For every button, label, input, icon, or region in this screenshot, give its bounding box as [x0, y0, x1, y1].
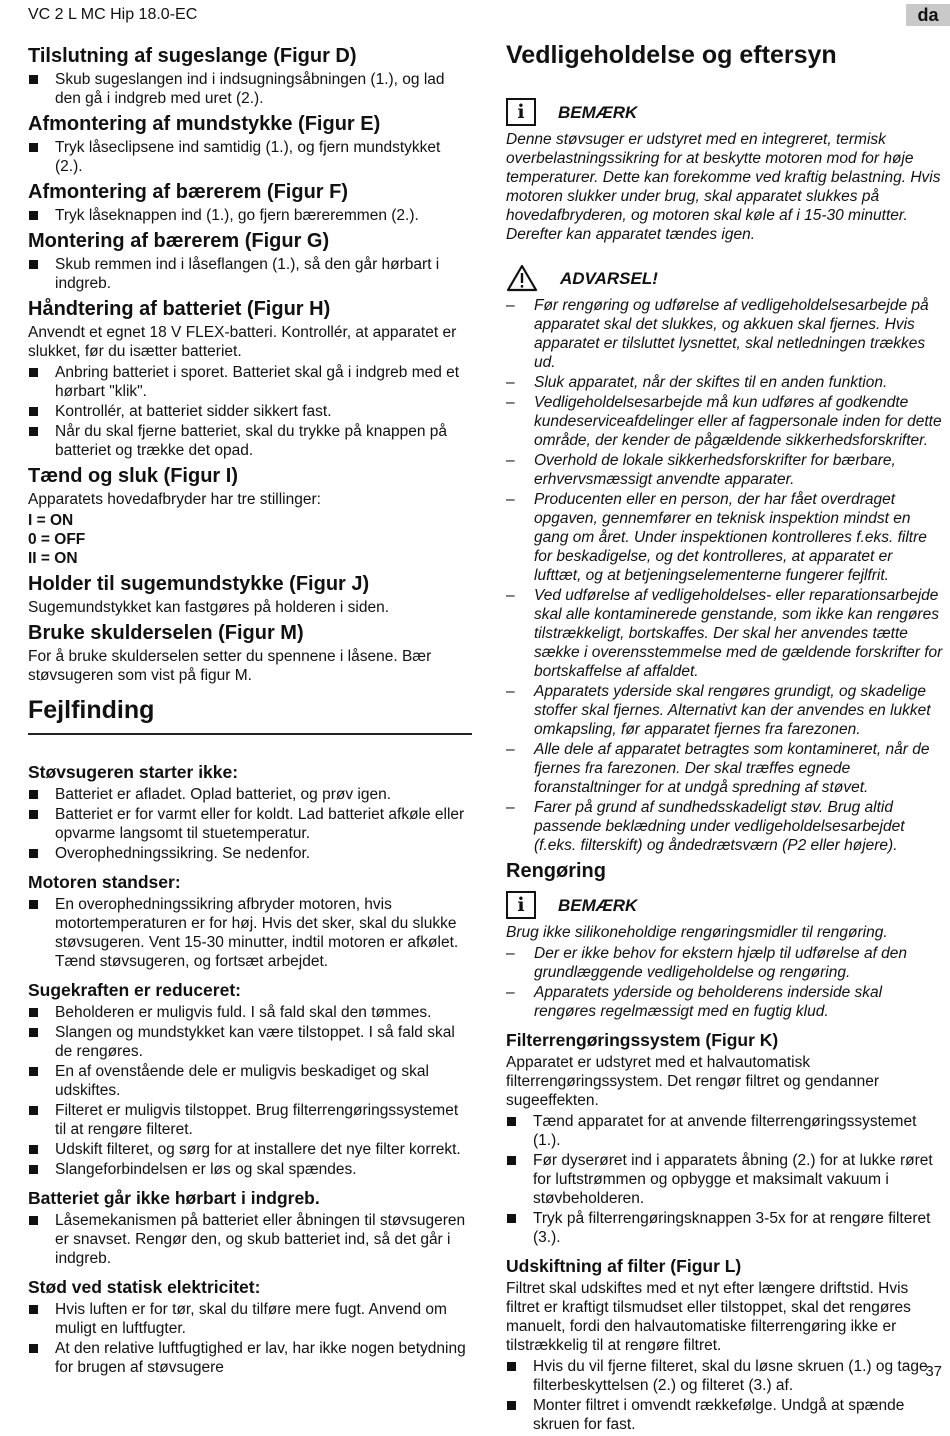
list-item: – Producenten eller en person, der har fået overdraget opgaven, gennemfører en teknisk inspektion mindst en gang om året. Under inspektionen kontrolleres f.eks. filtre for beskadigelse, og det kontrolleres, at apparatet er lufttæt, og at betjeningselementerne fungerer fejlfrit. — [506, 490, 944, 585]
subsection-title: Sugekraften er reduceret: — [28, 980, 241, 1000]
subsection-title: Batteriet går ikke hørbart i indgreb. — [28, 1188, 320, 1208]
list-item: Batteriet er for varmt eller for koldt. Lad batteriet afkøle eller opvarme langsomt til stuetemperatur. — [28, 805, 472, 843]
subsection-title: Filterrengøringssystem (Figur K) — [506, 1030, 779, 1050]
switch-mode: I = ON — [28, 512, 74, 529]
info-icon: i — [506, 891, 536, 919]
list-item: Skub remmen ind i låseflangen (1.), så den går hørbart i indgreb. — [28, 255, 472, 293]
warning-label: ADVARSEL! — [560, 268, 658, 288]
right-column — [506, 40, 944, 1436]
bullet-list — [28, 138, 472, 176]
list-item: – Før rengøring og udførelse af vedligeholdelsesarbejde på apparatet skal det slukkes, og akkuen skal fjernes. Hvis apparatet er tilsluttet lysnettet, skal netledningen trækkes ud. — [506, 296, 944, 372]
subsection-title: Motoren standser: — [28, 872, 181, 892]
subsection-title: Stød ved statisk elektricitet: — [28, 1277, 261, 1297]
list-item: En overophedningssikring afbryder motoren, hvis motortemperaturen er for høj. Hvis det sker, skal du slukke støvsugeren. Vent 15-30 minutter, indtil motoren er afkølet. Tænd støvsugeren, og fortsæt arbejdet. — [28, 895, 472, 971]
section-title: Tilslutning af sugeslange (Figur D) — [28, 45, 357, 67]
note-header — [506, 891, 944, 919]
section-title: Afmontering af bærerem (Figur F) — [28, 181, 349, 203]
list-item: Slangeforbindelsen er løs og skal spændes. — [28, 1160, 472, 1179]
list-item: Før dyserøret ind i apparatets åbning (2.) for at lukke røret for luftstrømmen og opbygge et maksimalt vakuum i støvbeholderen. — [506, 1151, 944, 1208]
list-item: Hvis luften er for tør, skal du tilføre mere fugt. Anvend om muligt en luftfugter. — [28, 1300, 472, 1338]
list-item: Tryk låseclipsene ind samtidig (1.), og fjern mundstykket (2.). — [28, 138, 472, 176]
info-icon: i — [506, 98, 536, 126]
list-item: – Vedligeholdelsesarbejde må kun udføres af godkendte kundeserviceafdelinger eller af fagpersonale inden for dette område, der kender de pågældende sikkerhedsforskrifter. — [506, 393, 944, 450]
list-item: Slangen og mundstykket kan være tilstoppet. I så fald skal de rengøres. — [28, 1023, 472, 1061]
list-item: – Apparatets yderside og beholderens inderside skal rengøres regelmæssigt med en fugtig klud. — [506, 983, 944, 1021]
list-item: Tænd apparatet for at anvende filterrengøringssystemet (1.). — [506, 1112, 944, 1150]
list-item: – Farer på grund af sundhedsskadeligt støv. Brug altid passende beklædning under vedligeholdelsesarbejdet (f.eks. filterskift) og åndedrætsværn (P2 eller højere). — [506, 798, 944, 855]
list-item: – Overhold de lokale sikkerhedsforskrifter for bærbare, erhvervsmæssigt anvendte apparater. — [506, 451, 944, 489]
note-label: BEMÆRK — [558, 102, 638, 122]
section-title: Rengøring — [506, 860, 606, 882]
bullet-list — [28, 70, 472, 108]
subsection-title: Støvsugeren starter ikke: — [28, 762, 239, 782]
list-item: Udskift filteret, og sørg for at installere det nye filter korrekt. — [28, 1140, 472, 1159]
list-item: – Der er ikke behov for ekstern hjælp til udførelse af den grundlæggende vedligeholdelse og rengøring. — [506, 944, 944, 982]
switch-mode: II = ON — [28, 550, 78, 567]
language-badge: da — [906, 4, 950, 26]
bullet-list — [28, 255, 472, 293]
warning-triangle-icon — [506, 264, 538, 292]
bullet-list — [28, 1211, 472, 1268]
bullet-list — [28, 1300, 472, 1377]
list-item: – Sluk apparatet, når der skiftes til en anden funktion. — [506, 373, 944, 392]
section-title: Tænd og sluk (Figur I) — [28, 465, 238, 487]
list-item: Kontrollér, at batteriet sidder sikkert fast. — [28, 402, 472, 421]
paragraph: Anvendt et egnet 18 V FLEX-batteri. Kontrollér, at apparatet er slukket, før du isætter batteriet. — [28, 324, 457, 360]
list-item: Anbring batteriet i sporet. Batteriet skal gå i indgreb med et hørbart "klik". — [28, 363, 472, 401]
bullet-list — [28, 363, 472, 460]
bullet-list — [28, 206, 472, 225]
note-text: Denne støvsuger er udstyret med en integreret, termisk overbelastningssikring for at beskytte motoren mod for høje temperaturer. Dette kan forekomme ved kraftig belastning. Hvis motoren slukker under brug, skal apparatet slukkes på hovedafbryderen, og motoren skal køle af i 15-30 minutter. Derefter kan apparatet tændes igen. — [506, 131, 941, 243]
list-item: Filteret er muligvis tilstoppet. Brug filterrengøringssystemet til at rengøre filteret. — [28, 1101, 472, 1139]
chapter-title: Fejlfinding — [28, 695, 472, 735]
switch-mode: 0 = OFF — [28, 531, 86, 548]
note-text: Brug ikke silikoneholdige rengøringsmidler til rengøring. — [506, 924, 888, 941]
document-header-title: VC 2 L MC Hip 18.0-EC — [28, 6, 198, 23]
dash-list — [506, 944, 944, 1021]
list-item: Låsemekanismen på batteriet eller åbningen til støvsugeren er snavset. Rengør den, og skub batteriet ind, så det går i indgreb. — [28, 1211, 472, 1268]
section-title: Holder til sugemundstykke (Figur J) — [28, 573, 370, 595]
list-item: Når du skal fjerne batteriet, skal du trykke på knappen på batteriet og trække det opad. — [28, 422, 472, 460]
bullet-list — [28, 1003, 472, 1179]
section-title: Håndtering af batteriet (Figur H) — [28, 298, 331, 320]
page-number: 37 — [925, 1363, 942, 1380]
paragraph: Sugemundstykket kan fastgøres på holderen i siden. — [28, 599, 390, 616]
note-label: BEMÆRK — [558, 895, 638, 915]
dash-list — [506, 296, 944, 855]
paragraph: For å bruke skulderselen setter du spennene i låsene. Bær støvsugeren som vist på figur M. — [28, 648, 432, 684]
chapter-title: Vedligeholdelse og eftersyn — [506, 41, 837, 69]
warning-header — [506, 264, 944, 292]
section-title: Afmontering af mundstykke (Figur E) — [28, 113, 381, 135]
subsection-title: Udskiftning af filter (Figur L) — [506, 1256, 742, 1276]
section-title: Bruke skulderselen (Figur M) — [28, 622, 304, 644]
bullet-list — [506, 1112, 944, 1247]
bullet-list — [28, 785, 472, 863]
list-item: En af ovenstående dele er muligvis beskadiget og skal udskiftes. — [28, 1062, 472, 1100]
section-title: Montering af bærerem (Figur G) — [28, 230, 330, 252]
list-item: Tryk låseknappen ind (1.), go fjern bæreremmen (2.). — [28, 206, 472, 225]
paragraph: Apparatets hovedafbryder har tre stillinger: — [28, 491, 321, 508]
paragraph: Filtret skal udskiftes med et nyt efter længere driftstid. Hvis filtret er kraftigt tilsmudset eller tilstoppet, skal det rengøres manuelt, fordi den halvautomatiske filterrengøring ikke er tilstrækkelig til at rengøre filtret. — [506, 1280, 911, 1354]
list-item: Batteriet er afladet. Oplad batteriet, og prøv igen. — [28, 785, 472, 804]
bullet-list — [28, 895, 472, 971]
list-item: Beholderen er muligvis fuld. I så fald skal den tømmes. — [28, 1003, 472, 1022]
note-header — [506, 98, 944, 126]
list-item: Monter filtret i omvendt rækkefølge. Undgå at spænde skruen for fast. — [506, 1396, 944, 1434]
list-item: Overophedningssikring. Se nedenfor. — [28, 844, 472, 863]
list-item: Hvis du vil fjerne filteret, skal du løsne skruen (1.) og tage filterbeskyttelsen (2.) og filteret (3.) af. — [506, 1357, 944, 1395]
paragraph: Apparatet er udstyret med et halvautomatisk filterrengøringssystem. Det rengør filtret og gendanner sugeeffekten. — [506, 1054, 880, 1109]
list-item: Tryk på filterrengøringsknappen 3-5x for at rengøre filteret (3.). — [506, 1209, 944, 1247]
list-item: – Ved udførelse af vedligeholdelses- eller reparationsarbejde skal alle kontaminerede genstande, som ikke kan rengøres tilstrækkeligt, bortskaffes. Der skal her anvendes tætte sække i overensstemmelse med de gældende forskrifter for bortskaffelse af affaldet. — [506, 586, 944, 681]
list-item: – Apparatets yderside skal rengøres grundigt, og skadelige stoffer skal fjernes. Alternativt kan der anvendes en lukket omkapsling, før apparatet fjernes fra farezonen. — [506, 682, 944, 739]
list-item: Skub sugeslangen ind i indsugningsåbningen (1.), og lad den gå i indgreb med uret (2.). — [28, 70, 472, 108]
list-item: – Alle dele af apparatet betragtes som kontamineret, når de fjernes fra farezonen. Der skal træffes egnede foranstaltninger for at undgå spredning af støvet. — [506, 740, 944, 797]
bullet-list — [506, 1357, 944, 1434]
list-item: At den relative luftfugtighed er lav, har ikke nogen betydning for brugen af støvsugere — [28, 1339, 472, 1377]
left-column — [28, 40, 472, 1379]
